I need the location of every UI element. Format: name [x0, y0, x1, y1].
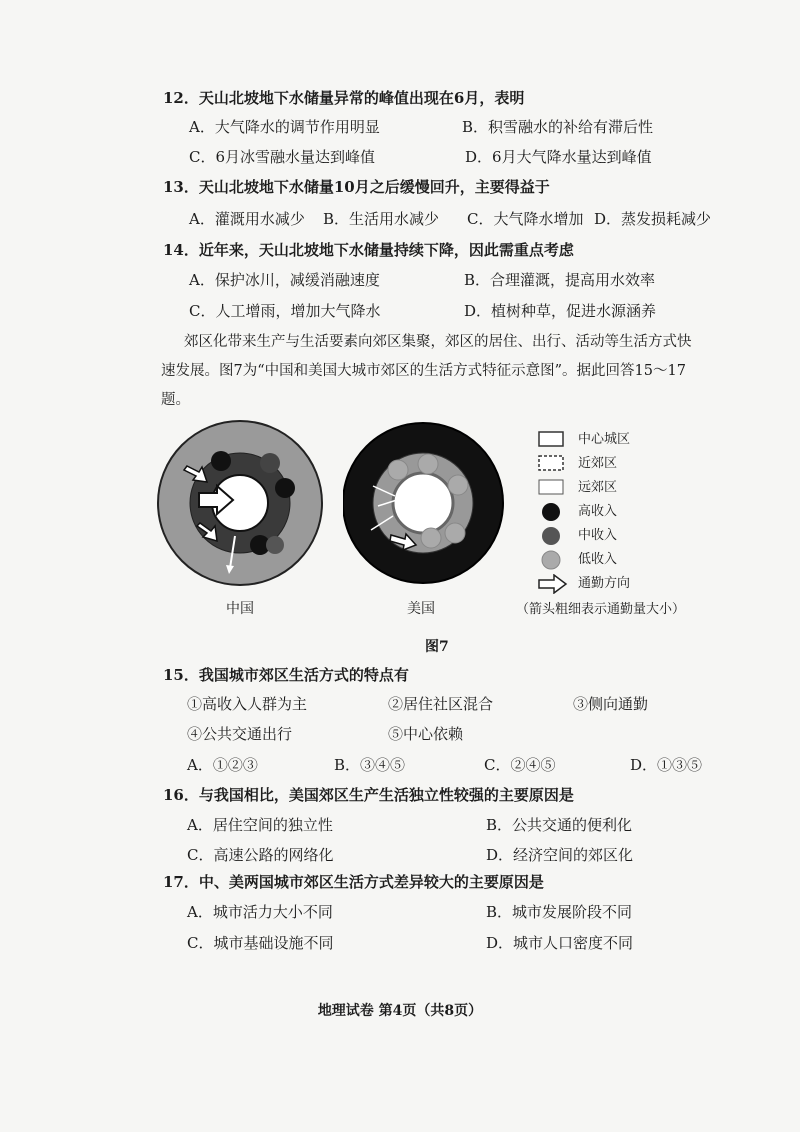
- q16-option-b[interactable]: B．公共交通的便利化: [486, 816, 633, 834]
- legend-low-dot: [538, 550, 564, 570]
- question-17-stem: 17．中、美两国城市郊区生活方式差异较大的主要原因是: [163, 873, 544, 891]
- q17-option-d[interactable]: D．城市人口密度不同: [486, 934, 634, 952]
- q17-option-c[interactable]: C．城市基础设施不同: [187, 934, 334, 952]
- q17-option-b[interactable]: B．城市发展阶段不同: [486, 903, 633, 921]
- q12-option-b[interactable]: B．积雪融水的补给有滞后性: [462, 118, 654, 136]
- china-mid-income-dot: [266, 536, 284, 554]
- q15-item-5: ⑤中心依赖: [388, 725, 464, 743]
- usa-low-income-dot: [388, 460, 408, 480]
- q15-item-2: ②居住社区混合: [388, 695, 494, 713]
- q15-option-a[interactable]: A．①②③: [187, 756, 258, 774]
- q14-option-b[interactable]: B．合理灌溉，提高用水效率: [464, 271, 656, 289]
- q14-option-d[interactable]: D．植树种草，促进水源涵养: [464, 302, 657, 320]
- q15-option-c[interactable]: C．②④⑤: [484, 756, 556, 774]
- question-13-stem: 13．天山北坡地下水储量10月之后缓慢回升，主要得益于: [163, 178, 550, 196]
- passage-line-3: 题。: [161, 392, 190, 408]
- legend-label: 近郊区: [578, 456, 618, 471]
- q13-option-a[interactable]: A．灌溉用水减少: [189, 210, 305, 228]
- legend-label: 中收入: [578, 528, 618, 543]
- q15-item-1: ①高收入人群为主: [187, 695, 308, 713]
- usa-diagram: [343, 418, 513, 588]
- q17-option-a[interactable]: A．城市活力大小不同: [187, 903, 333, 921]
- q16-option-a[interactable]: A．居住空间的独立性: [187, 816, 333, 834]
- q16-option-c[interactable]: C．高速公路的网络化: [187, 846, 334, 864]
- legend-label: 远郊区: [578, 480, 618, 495]
- china-diagram: [155, 418, 325, 588]
- q15-option-d[interactable]: D．①③⑤: [630, 756, 703, 774]
- page-footer: 地理试卷 第4页（共8页）: [317, 1003, 483, 1019]
- q12-option-d[interactable]: D．6月大气降水量达到峰值: [465, 148, 652, 166]
- q13-option-c[interactable]: C．大气降水增加: [467, 210, 584, 228]
- legend-mid-dot: [538, 526, 564, 546]
- q15-option-b[interactable]: B．③④⑤: [334, 756, 406, 774]
- legend-label: 高收入: [578, 504, 618, 519]
- legend-high-dot: [538, 502, 564, 522]
- usa-center-city: [393, 473, 453, 533]
- question-16-stem: 16．与我国相比，美国郊区生产生活独立性较强的主要原因是: [163, 786, 574, 804]
- q12-option-a[interactable]: A．大气降水的调节作用明显: [189, 118, 380, 136]
- usa-label: 美国: [407, 601, 435, 617]
- china-mid-income-dot: [260, 453, 280, 473]
- figure-caption: 图7: [425, 639, 449, 655]
- q13-option-b[interactable]: B．生活用水减少: [323, 210, 440, 228]
- q14-option-a[interactable]: A．保护冰川，减缓消融速度: [189, 271, 380, 289]
- legend-far-box: [538, 478, 564, 496]
- legend-label: 通勤方向: [578, 576, 631, 591]
- usa-low-income-dot: [418, 454, 438, 474]
- q16-option-d[interactable]: D．经济空间的郊区化: [486, 846, 634, 864]
- china-high-income-dot: [211, 451, 231, 471]
- q15-item-3: ③侧向通勤: [573, 695, 649, 713]
- passage-line-2: 速发展。图7为“中国和美国大城市郊区的生活方式特征示意图”。据此回答15～17: [161, 363, 686, 379]
- q13-option-d[interactable]: D．蒸发损耗减少: [594, 210, 712, 228]
- legend-label: 低收入: [578, 552, 618, 567]
- question-14-stem: 14．近年来，天山北坡地下水储量持续下降，因此需重点考虑: [163, 241, 574, 259]
- usa-low-income-dot: [448, 475, 468, 495]
- question-12-stem: 12．天山北坡地下水储量异常的峰值出现在6月，表明: [163, 89, 525, 107]
- legend-arrow-icon: [538, 574, 568, 594]
- usa-low-income-dot: [445, 523, 465, 543]
- question-15-stem: 15．我国城市郊区生活方式的特点有: [163, 666, 409, 684]
- legend-near-box: [538, 454, 564, 472]
- q12-option-c[interactable]: C．6月冰雪融水量达到峰值: [189, 148, 376, 166]
- china-label: 中国: [226, 601, 254, 617]
- q14-option-c[interactable]: C．人工增雨，增加大气降水: [189, 302, 381, 320]
- legend-label: 中心城区: [578, 432, 631, 447]
- china-high-income-dot: [275, 478, 295, 498]
- q15-item-4: ④公共交通出行: [187, 725, 293, 743]
- passage-line-1: 郊区化带来生产与生活要素向郊区集聚，郊区的居住、出行、活动等生活方式快: [184, 334, 692, 350]
- usa-low-income-dot: [421, 528, 441, 548]
- legend-center-box: [538, 430, 564, 448]
- legend-note: （箭头粗细表示通勤量大小）: [516, 602, 686, 617]
